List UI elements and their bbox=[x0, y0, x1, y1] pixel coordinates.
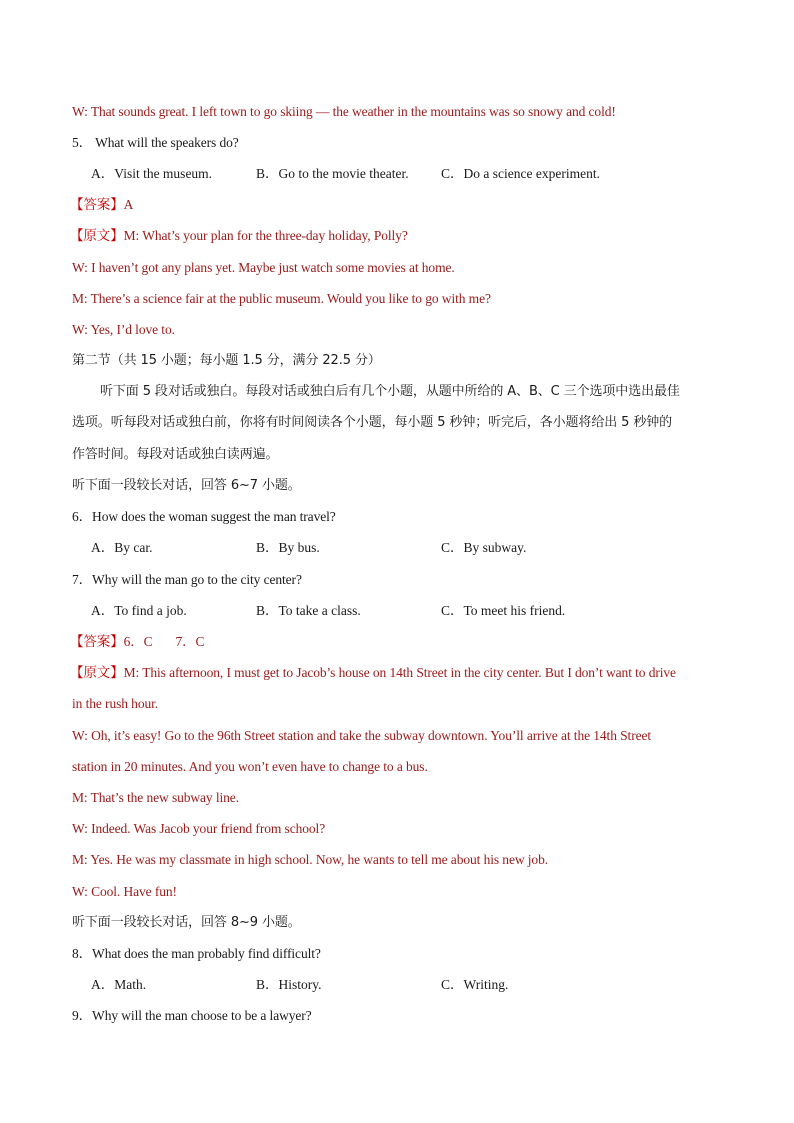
q7-option-b: B．To take a class. bbox=[256, 603, 361, 618]
transcript-6-7-line-4: station in 20 minutes. And you won’t even have to change to a bus. bbox=[72, 759, 428, 774]
answer-5 bbox=[70, 196, 730, 214]
transcript-6-7-line-5: M: That’s the new subway line. bbox=[72, 790, 239, 805]
transcript-6-7-line-3: W: Oh, it’s easy! Go to the 96th Street station and take the subway downtown. You’ll arrive at the 14th Street bbox=[72, 728, 652, 743]
dialogue-8-9-intro: 听下面一段较长对话，回答 8~9 小题。 bbox=[72, 915, 301, 930]
q6-option-b: B．By bus. bbox=[256, 540, 320, 555]
transcript-5-line-4: W: Yes, I’d love to. bbox=[72, 322, 175, 337]
transcript-5-line-3: M: There’s a science fair at the public museum. Would you like to go with me? bbox=[72, 291, 491, 306]
transcript-tag: 【原文】 bbox=[70, 665, 124, 680]
transcript-6-7-line-6: W: Indeed. Was Jacob your friend from school? bbox=[72, 821, 326, 836]
instructions-line-1: 听下面 5 段对话或独白。每段对话或独白后有几个小题，从题中所给的 A、B、C 三个选项中选出最佳 bbox=[100, 384, 680, 399]
question-8: 8．What does the man probably find difficult? bbox=[72, 946, 321, 961]
transcript-tag: 【原文】 bbox=[70, 228, 124, 243]
answer-value: A bbox=[123, 197, 134, 212]
q8-option-b: B．History. bbox=[256, 977, 322, 992]
q5-option-a: A．Visit the museum. bbox=[91, 166, 213, 181]
instructions-line-2: 选项。听每段对话或独白前，你将有时间阅读各个小题，每小题 5 秒钟；听完后，各小题将给出 5 秒钟的 bbox=[72, 415, 673, 430]
transcript-6-7-line-8: W: Cool. Have fun! bbox=[72, 884, 177, 899]
transcript-6-7-line-1: 【原文】M: This afternoon, I must get to Jacob’s house on 14th Street in the city center. But I don’t want to drive bbox=[70, 665, 676, 680]
question-7: 7．Why will the man go to the city center? bbox=[72, 572, 302, 587]
transcript-6-7-line-7: M: Yes. He was my classmate in high school. Now, he wants to tell me about his new job. bbox=[72, 852, 548, 867]
q7-option-a: A．To find a job. bbox=[91, 603, 187, 618]
dialogue-6-7-intro: 听下面一段较长对话，回答 6~7 小题。 bbox=[72, 478, 301, 493]
q8-option-c: C．Writing. bbox=[441, 977, 509, 992]
q6-option-c: C．By subway. bbox=[441, 540, 527, 555]
question-9: 9．Why will the man choose to be a lawyer? bbox=[72, 1008, 312, 1023]
answer-value: 6．C 7．C bbox=[123, 634, 205, 649]
answer-6-7 bbox=[70, 633, 730, 651]
q6-option-a: A．By car. bbox=[91, 540, 153, 555]
transcript-5-line-1: 【原文】M: What’s your plan for the three-day holiday, Polly? bbox=[70, 228, 408, 243]
dialogue-line: W: That sounds great. I left town to go skiing — the weather in the mountains was so snowy and cold! bbox=[72, 104, 616, 119]
transcript-5-line-2: W: I haven’t got any plans yet. Maybe just watch some movies at home. bbox=[72, 260, 455, 275]
question-6: 6．How does the woman suggest the man travel? bbox=[72, 509, 336, 524]
q5-option-c: C．Do a science experiment. bbox=[441, 166, 600, 181]
question-5: 5． What will the speakers do? bbox=[72, 135, 239, 150]
q8-option-a: A．Math. bbox=[91, 977, 147, 992]
answer-tag: 【答案】 bbox=[70, 197, 124, 212]
q7-option-c: C．To meet his friend. bbox=[441, 603, 566, 618]
transcript-6-7-line-2: in the rush hour. bbox=[72, 696, 159, 711]
q5-option-b: B．Go to the movie theater. bbox=[256, 166, 409, 181]
section-2-heading: 第二节（共 15 小题；每小题 1.5 分，满分 22.5 分） bbox=[72, 353, 381, 368]
answer-tag: 【答案】 bbox=[70, 634, 124, 649]
instructions-line-3: 作答时间。每段对话或独白读两遍。 bbox=[72, 447, 279, 462]
